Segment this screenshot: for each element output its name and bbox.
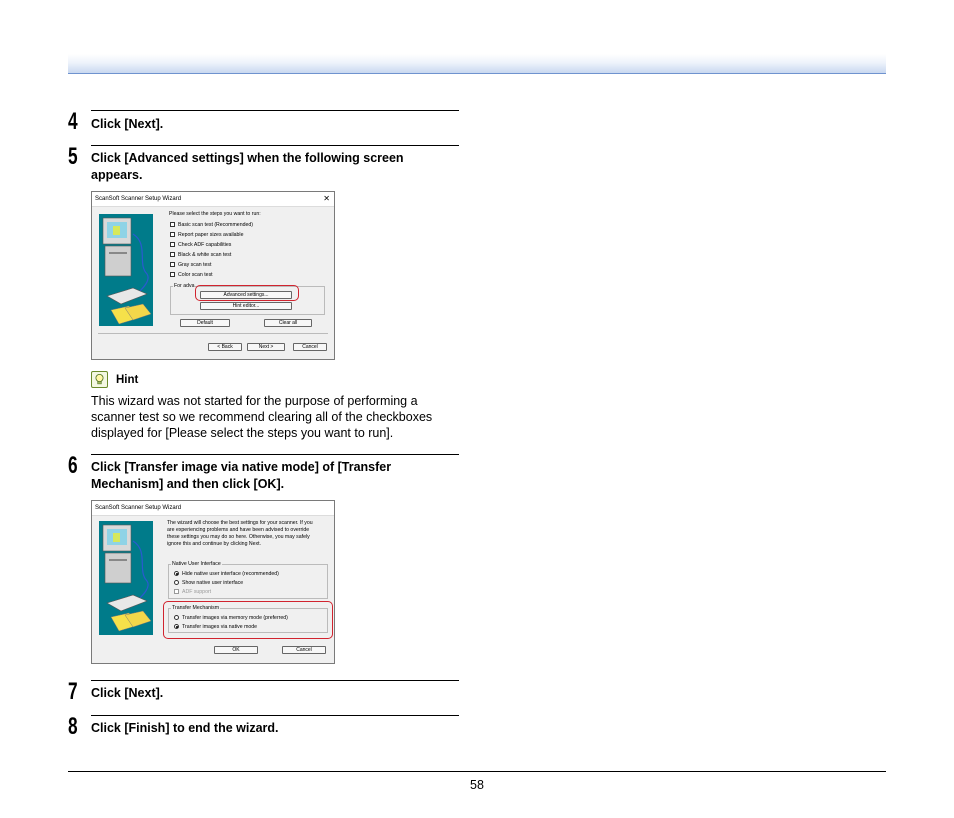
radio-label: Hide native user interface (recommended)	[182, 571, 279, 577]
checkbox-label: Basic scan test (Recommended)	[178, 222, 253, 228]
dialog-title-bar	[92, 192, 334, 207]
checkbox-label: Black & white scan test	[178, 252, 232, 258]
dialog-title: ScanSoft Scanner Setup Wizard	[95, 505, 182, 511]
dialog-title: ScanSoft Scanner Setup Wizard	[95, 196, 182, 202]
back-button[interactable]: < Back	[208, 343, 242, 351]
page-number: 58	[470, 778, 484, 792]
checkbox[interactable]	[170, 242, 175, 247]
lightbulb-icon	[91, 371, 108, 388]
computer-scanner-icon	[99, 214, 153, 326]
step-number: 4	[68, 108, 78, 135]
adf-checkbox[interactable]	[174, 589, 179, 594]
step-text: Click [Next].	[91, 117, 164, 131]
advanced-settings-button[interactable]: Advanced settings...	[200, 291, 292, 299]
checkbox[interactable]	[170, 252, 175, 257]
setup-wizard-dialog	[91, 500, 335, 664]
dialog-title-bar	[92, 501, 334, 516]
radio-label: Show native user interface	[182, 580, 244, 586]
checkbox[interactable]	[170, 232, 175, 237]
step-divider	[91, 680, 459, 681]
computer-scanner-icon	[99, 521, 153, 635]
checkbox[interactable]	[170, 222, 175, 227]
group-label: Transfer Mechanism	[172, 605, 220, 611]
step-number: 6	[68, 452, 78, 479]
description-line: these settings you may do so here. Otherwise, you may safely	[167, 534, 310, 540]
ok-button[interactable]: OK	[214, 646, 258, 654]
description-line: are experiencing problems and have been advised to override	[167, 527, 310, 533]
description-line: The wizard will choose the best settings for your scanner. If you	[167, 520, 313, 526]
radio-label: Transfer images via memory mode (preferred)	[182, 615, 288, 621]
checkbox-label: ADF support	[182, 589, 212, 595]
highlight-box	[163, 601, 333, 639]
step-text: Click [Advanced settings] when the following screen appears.	[91, 151, 404, 182]
checkbox[interactable]	[170, 262, 175, 267]
hint-editor-button[interactable]: Hint editor...	[200, 302, 292, 310]
hint-body: This wizard was not started for the purpose of performing a scanner test so we recommend clearing all of the checkboxes displayed for [Please select the steps you want to run].	[91, 394, 433, 440]
step-number: 7	[68, 678, 78, 705]
hint-label: Hint	[116, 374, 139, 386]
footer-rule	[68, 771, 886, 772]
default-button[interactable]: Default	[180, 319, 230, 327]
header-bar	[68, 54, 886, 74]
step-divider	[91, 110, 459, 111]
close-icon[interactable]: ✕	[323, 194, 330, 203]
highlight-box	[195, 285, 299, 301]
radio-label: Transfer images via native mode	[182, 624, 258, 630]
cancel-button[interactable]: Cancel	[293, 343, 327, 351]
step-number: 8	[68, 713, 78, 740]
step-divider	[91, 454, 459, 455]
step-text: Click [Next].	[91, 686, 164, 700]
step-text: Click [Transfer image via native mode] of [Transfer Mechanism] and then click [OK].	[91, 460, 392, 491]
checkbox-label: Check ADF capabilities	[178, 242, 232, 248]
step-divider	[91, 145, 459, 146]
step-text: Click [Finish] to end the wizard.	[91, 721, 279, 735]
step-number: 5	[68, 143, 78, 170]
radio-button[interactable]	[174, 580, 179, 585]
radio-button[interactable]	[174, 571, 179, 576]
description-line: ignore this and continue by clicking Next.	[167, 541, 262, 547]
next-button[interactable]: Next >	[247, 343, 285, 351]
dialog-separator	[98, 333, 328, 334]
scanner-illustration	[99, 521, 153, 635]
group-label: Native User Interface	[172, 561, 221, 567]
steps-prompt: Please select the steps you want to run:	[169, 211, 261, 217]
group-label: For adva	[174, 283, 195, 289]
cancel-button[interactable]: Cancel	[282, 646, 326, 654]
checkbox[interactable]	[170, 272, 175, 277]
checkbox-label: Report paper sizes available	[178, 232, 244, 238]
setup-wizard-dialog	[91, 191, 335, 360]
checkbox-label: Color scan test	[178, 272, 213, 278]
scanner-illustration	[99, 214, 153, 326]
step-divider	[91, 715, 459, 716]
clear-all-button[interactable]: Clear all	[264, 319, 312, 327]
checkbox-label: Gray scan test	[178, 262, 212, 268]
